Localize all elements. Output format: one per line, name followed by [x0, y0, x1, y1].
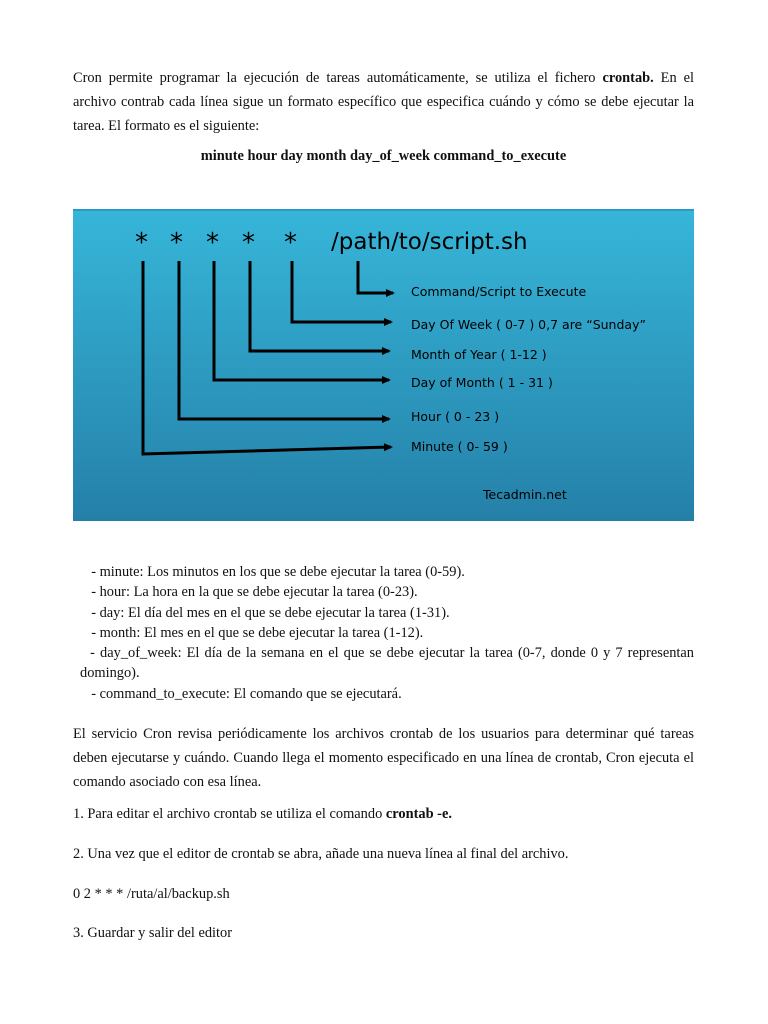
label-day-of-month: Day of Month ( 1 - 31 ) [411, 375, 553, 390]
field-text: day_of_week: El día de la semana en el que se debe ejecutar la tarea (0-7, donde 0 y 7 representan domingo). [80, 645, 694, 682]
field-text: day: El día del mes en el que se debe ejecutar la tarea (1-31). [99, 604, 450, 621]
fields-list [73, 562, 694, 704]
field-prefix: - [80, 645, 101, 662]
label-command: Command/Script to Execute [411, 284, 587, 299]
field-text: minute: Los minutos en los que se debe ejecutar la tarea (0-59). [99, 564, 465, 580]
step-1 [73, 802, 452, 826]
field-prefix: - [84, 624, 100, 641]
step-1-command: crontab -e. [385, 806, 452, 822]
step-3: 3. Guardar y salir del editor [73, 925, 233, 941]
field-item [73, 562, 694, 582]
star-hour: * [170, 228, 183, 258]
field-prefix: - [84, 685, 100, 702]
label-month: Month of Year ( 1-12 ) [411, 347, 547, 362]
field-text: command_to_execute: El comando que se ejecutará. [99, 685, 402, 702]
intro-text-start: Cron permite programar la ejecución de tareas automáticamente, se utiliza el fichero [73, 70, 603, 86]
star-minute: * [135, 228, 148, 258]
star-day-of-week: * [284, 228, 297, 258]
credit-text: Tecadmin.net [483, 487, 567, 502]
crontab-format-line: minute hour day month day_of_week command_to_execute [200, 148, 567, 164]
field-item [73, 684, 694, 704]
cron-service-text: El servicio Cron revisa periódicamente los archivos crontab de los usuarios para determinar qué tareas deben ejecutarse y cuándo. Cuando llega el momento especificado en una línea de crontab, Cron ejecuta el comando asociado con esa línea. [73, 726, 694, 790]
field-item [73, 582, 694, 602]
step-1-text: 1. Para editar el archivo crontab se utiliza el comando [73, 806, 386, 822]
cron-service-paragraph [73, 722, 694, 794]
star-day: * [206, 228, 219, 258]
label-day-of-week: Day Of Week ( 0-7 ) 0,7 are “Sunday” [411, 317, 646, 332]
step-2: 2. Una vez que el editor de crontab se abra, añade una nueva línea al final del archivo. [73, 846, 569, 862]
field-item [73, 643, 694, 684]
field-prefix: - [84, 584, 100, 601]
intro-crontab-bold: crontab. [602, 70, 654, 86]
field-prefix: - [84, 564, 100, 580]
diagram-background [73, 209, 694, 521]
field-item [73, 603, 694, 623]
intro-text-end: En el archivo contrab cada línea sigue un formato específico que especifica cuándo y cómo se debe ejecutar la tarea. El formato es el siguiente: [73, 70, 694, 134]
star-month: * [242, 228, 255, 258]
label-minute: Minute ( 0- 59 ) [411, 439, 508, 454]
label-hour: Hour ( 0 - 23 ) [411, 409, 500, 424]
field-text: hour: La hora en la que se debe ejecutar la tarea (0-23). [99, 584, 418, 601]
intro-paragraph [73, 66, 694, 138]
field-item [73, 623, 694, 643]
cron-syntax-diagram [73, 209, 694, 521]
cron-example-line: 0 2 * * * /ruta/al/backup.sh [73, 886, 230, 902]
field-text: month: El mes en el que se debe ejecutar la tarea (1-12). [99, 624, 424, 641]
field-prefix: - [84, 604, 100, 621]
script-path: /path/to/script.sh [331, 229, 528, 255]
